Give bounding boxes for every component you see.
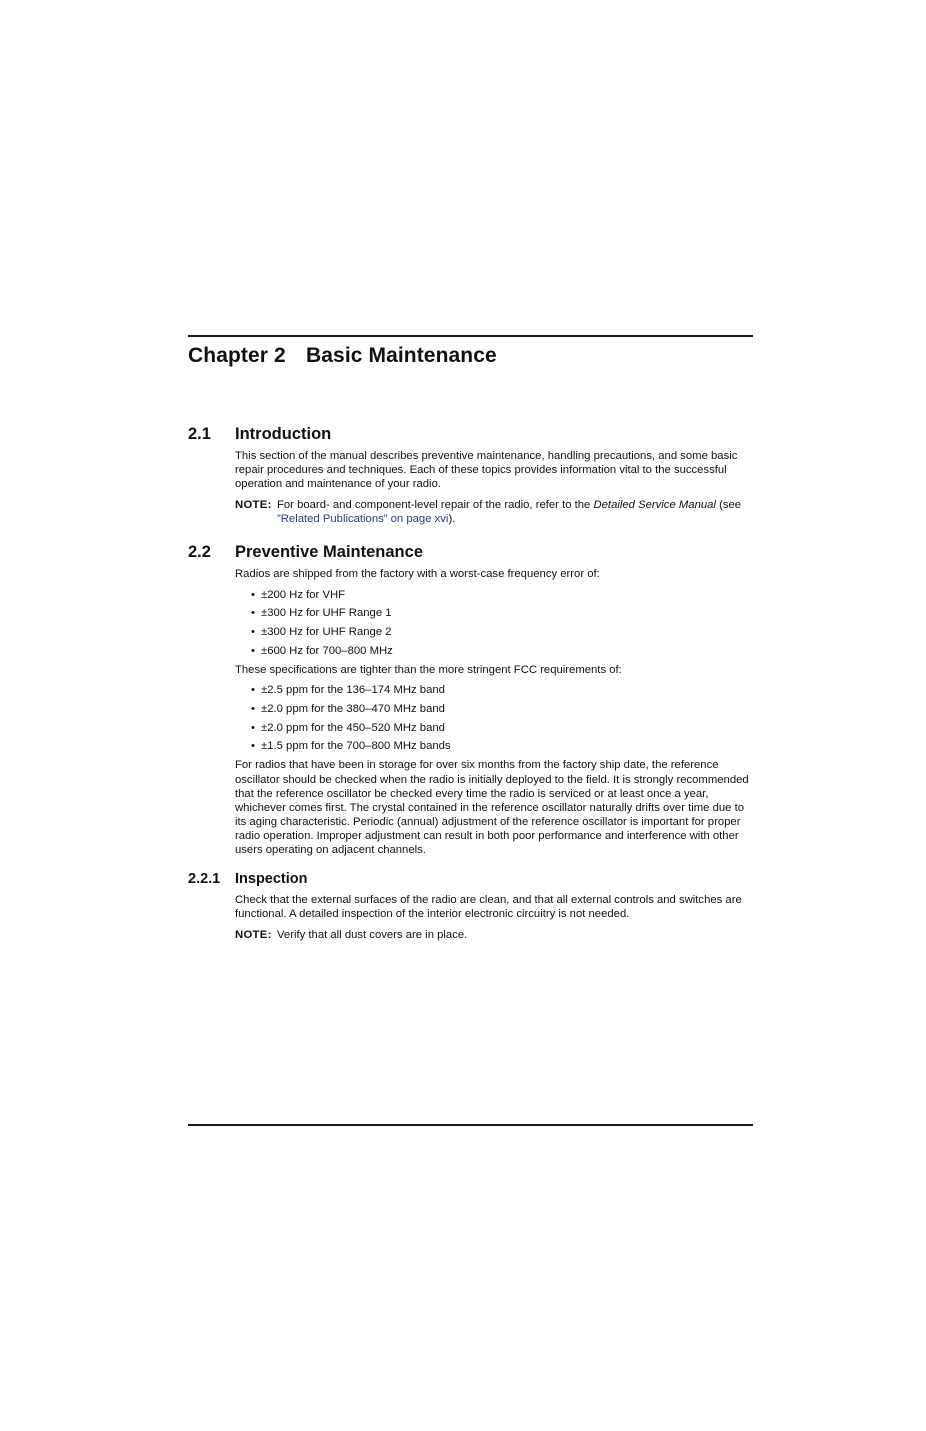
chapter-title bbox=[188, 344, 497, 368]
bullet: • bbox=[251, 607, 255, 620]
list-item: • ±300 Hz for UHF Range 1 bbox=[251, 607, 392, 620]
list-item: • ±2.0 ppm for the 450–520 MHz band bbox=[251, 721, 445, 734]
list-item: • ±300 Hz for UHF Range 2 bbox=[251, 626, 392, 639]
frequency-error-intro: Radios are shipped from the factory with a worst-case frequency error of: bbox=[235, 568, 600, 581]
intro-body bbox=[235, 449, 753, 491]
page-content bbox=[188, 423, 753, 942]
note-label: NOTE: bbox=[235, 929, 272, 942]
section-number: 2.1 bbox=[188, 425, 211, 443]
section-number: 2.2.1 bbox=[188, 871, 221, 888]
storage-body bbox=[235, 758, 753, 857]
bullet: • bbox=[251, 702, 255, 715]
list-item: • ±2.5 ppm for the 136–174 MHz band bbox=[251, 684, 445, 697]
list-item: • ±600 Hz for 700–800 MHz bbox=[251, 644, 393, 657]
section-number: 2.2 bbox=[188, 543, 211, 562]
note-label: NOTE: bbox=[235, 499, 272, 512]
bullet: • bbox=[251, 626, 255, 639]
bullet: • bbox=[251, 684, 255, 697]
section-title: Introduction bbox=[235, 425, 332, 443]
section-title: Preventive Maintenance bbox=[235, 543, 423, 562]
storage-paragraph: For radios that have been in storage for over six months from the factory ship date, the reference oscillator should be checked when the radio is initially deployed to the field. It is strongly recommended that the reference oscillator be checked every time the radio is serviced or at least once a year, whichever comes first. The crystal contained in the reference oscillator naturally drifts over time due to its aging characteristic. Periodic (annual) adjustment of the reference oscillator is important for proper radio operation. Improper adjustment can result in both poor performance and interference with other users operating on adjacent channels. bbox=[235, 759, 749, 856]
list-item: • ±200 Hz for VHF bbox=[251, 588, 346, 601]
bullet: • bbox=[251, 588, 255, 601]
list-item: • ±2.0 ppm for the 380–470 MHz band bbox=[251, 702, 445, 715]
bullet: • bbox=[251, 740, 255, 753]
section-title: Inspection bbox=[235, 871, 308, 888]
inspection-note bbox=[235, 928, 753, 942]
bottom-rule bbox=[188, 1124, 753, 1126]
note-text-middle: (see bbox=[715, 499, 742, 512]
top-rule bbox=[188, 335, 753, 337]
section-heading-introduction bbox=[188, 423, 753, 445]
frequency-error-list bbox=[251, 588, 753, 658]
section-heading-inspection bbox=[188, 869, 753, 889]
bullet: • bbox=[251, 721, 255, 734]
intro-note bbox=[235, 498, 753, 526]
chapter-name: Basic Maintenance bbox=[306, 344, 497, 367]
bullet: • bbox=[251, 644, 255, 657]
intro-paragraph: This section of the manual describes preventive maintenance, handling precautions, and some basic repair procedures and techniques. Each of these topics provides information vital to the successful operation and maintenance of your radio. bbox=[235, 450, 738, 491]
note-manual-title: Detailed Service Manual bbox=[593, 499, 716, 512]
fcc-requirements-list bbox=[251, 683, 753, 753]
fcc-intro-paragraph: These specifications are tighter than the more stringent FCC requirements of: bbox=[235, 663, 622, 676]
section-heading-preventive-maintenance bbox=[188, 541, 753, 563]
chapter-label: Chapter 2 bbox=[188, 344, 286, 367]
note-text: For board- and component-level repair of the radio, refer to the bbox=[277, 499, 594, 512]
related-publications-link[interactable]: ”Related Publications” on page xvi bbox=[277, 513, 449, 526]
fcc-intro bbox=[235, 663, 753, 677]
inspection-body bbox=[235, 893, 753, 921]
inspection-paragraph: Check that the external surfaces of the radio are clean, and that all external controls and switches are functional. A detailed inspection of the interior electronic circuitry is not needed. bbox=[235, 894, 742, 921]
list-item: • ±1.5 ppm for the 700–800 MHz bands bbox=[251, 740, 451, 753]
preventive-intro bbox=[235, 567, 753, 581]
note-text: Verify that all dust covers are in place. bbox=[277, 929, 468, 942]
note-text-end: ). bbox=[448, 513, 456, 526]
